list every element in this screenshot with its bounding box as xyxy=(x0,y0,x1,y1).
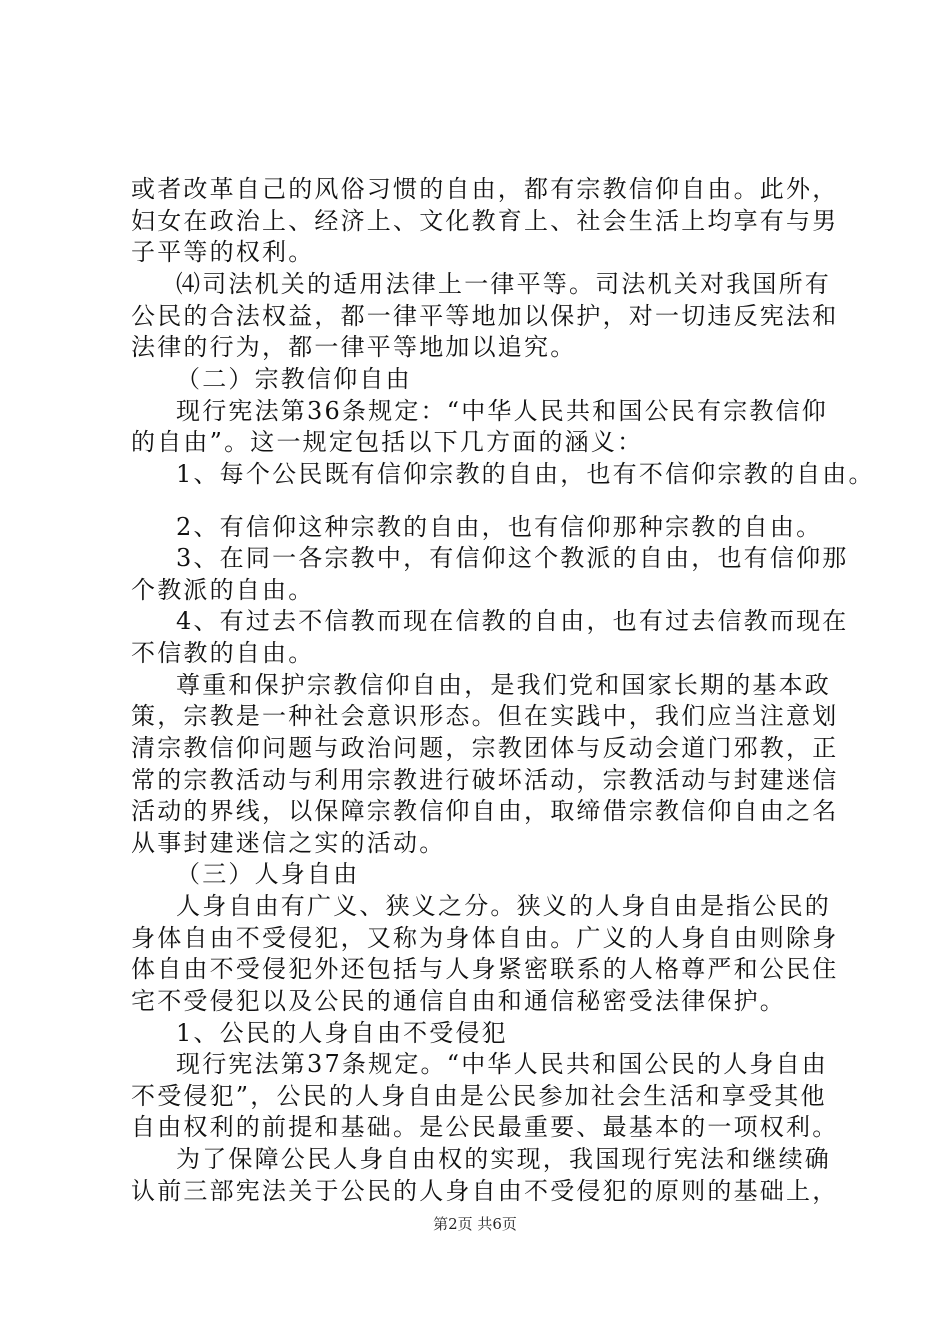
text-line: 不信教的自由。 xyxy=(131,639,315,667)
text-line: 身体自由不受侵犯，又称为身体自由。广义的人身自由则除身 xyxy=(131,924,839,952)
text-line: 妇女在政治上、经济上、文化教育上、社会生活上均享有与男 xyxy=(131,207,839,235)
text-line: 个教派的自由。 xyxy=(131,576,315,604)
text-line: 子平等的权利。 xyxy=(131,238,315,266)
section-heading: （三）人身自由 xyxy=(176,860,360,888)
text-line: 1、每个公民既有信仰宗教的自由，也有不信仰宗教的自由。 xyxy=(176,460,875,488)
text-line: 清宗教信仰问题与政治问题，宗教团体与反动会道门邪教，正 xyxy=(131,734,839,762)
text-line: ⑷司法机关的适用法律上一律平等。司法机关对我国所有 xyxy=(176,270,831,298)
section-heading: （二）宗教信仰自由 xyxy=(176,365,412,393)
text-line: 4、有过去不信教而现在信教的自由，也有过去信教而现在 xyxy=(176,607,849,635)
text-line: 从事封建迷信之实的活动。 xyxy=(131,829,446,857)
text-line: 认前三部宪法关于公民的人身自由不受侵犯的原则的基础上， xyxy=(131,1177,839,1205)
page-number-footer: 第2页 共6页 xyxy=(433,1215,517,1233)
text-line: 或者改革自己的风俗习惯的自由，都有宗教信仰自由。此外， xyxy=(131,175,839,203)
text-line: 为了保障公民人身自由权的实现，我国现行宪法和继续确 xyxy=(176,1145,831,1173)
text-line: 3、在同一各宗教中，有信仰这个教派的自由，也有信仰那 xyxy=(176,544,849,572)
text-line: 活动的界线，以保障宗教信仰自由，取缔借宗教信仰自由之名 xyxy=(131,797,839,825)
subsection-heading: 1、公民的人身自由不受侵犯 xyxy=(176,1019,508,1047)
text-line: 现行宪法第36条规定：“中华人民共和国公民有宗教信仰 xyxy=(176,397,829,425)
text-line: 不受侵犯”，公民的人身自由是公民参加社会生活和享受其他 xyxy=(131,1082,827,1110)
text-line: 常的宗教活动与利用宗教进行破坏活动，宗教活动与封建迷信 xyxy=(131,766,839,794)
text-line: 策，宗教是一种社会意识形态。但在实践中，我们应当注意划 xyxy=(131,702,839,730)
text-line: 自由权利的前提和基础。是公民最重要、最基本的一项权利。 xyxy=(131,1113,839,1141)
text-line: 现行宪法第37条规定。“中华人民共和国公民的人身自由 xyxy=(176,1050,829,1078)
text-line: 尊重和保护宗教信仰自由，是我们党和国家长期的基本政 xyxy=(176,671,831,699)
text-line: 2、有信仰这种宗教的自由，也有信仰那种宗教的自由。 xyxy=(176,513,823,541)
text-line: 的自由”。这一规定包括以下几方面的涵义： xyxy=(131,428,644,456)
text-line: 法律的行为，都一律平等地加以追究。 xyxy=(131,333,577,361)
text-line: 人身自由有广义、狭义之分。狭义的人身自由是指公民的 xyxy=(176,892,831,920)
text-line: 公民的合法权益，都一律平等地加以保护，对一切违反宪法和 xyxy=(131,302,839,330)
text-line: 宅不受侵犯以及公民的通信自由和通信秘密受法律保护。 xyxy=(131,987,786,1015)
text-line: 体自由不受侵犯外还包括与人身紧密联系的人格尊严和公民住 xyxy=(131,955,839,983)
